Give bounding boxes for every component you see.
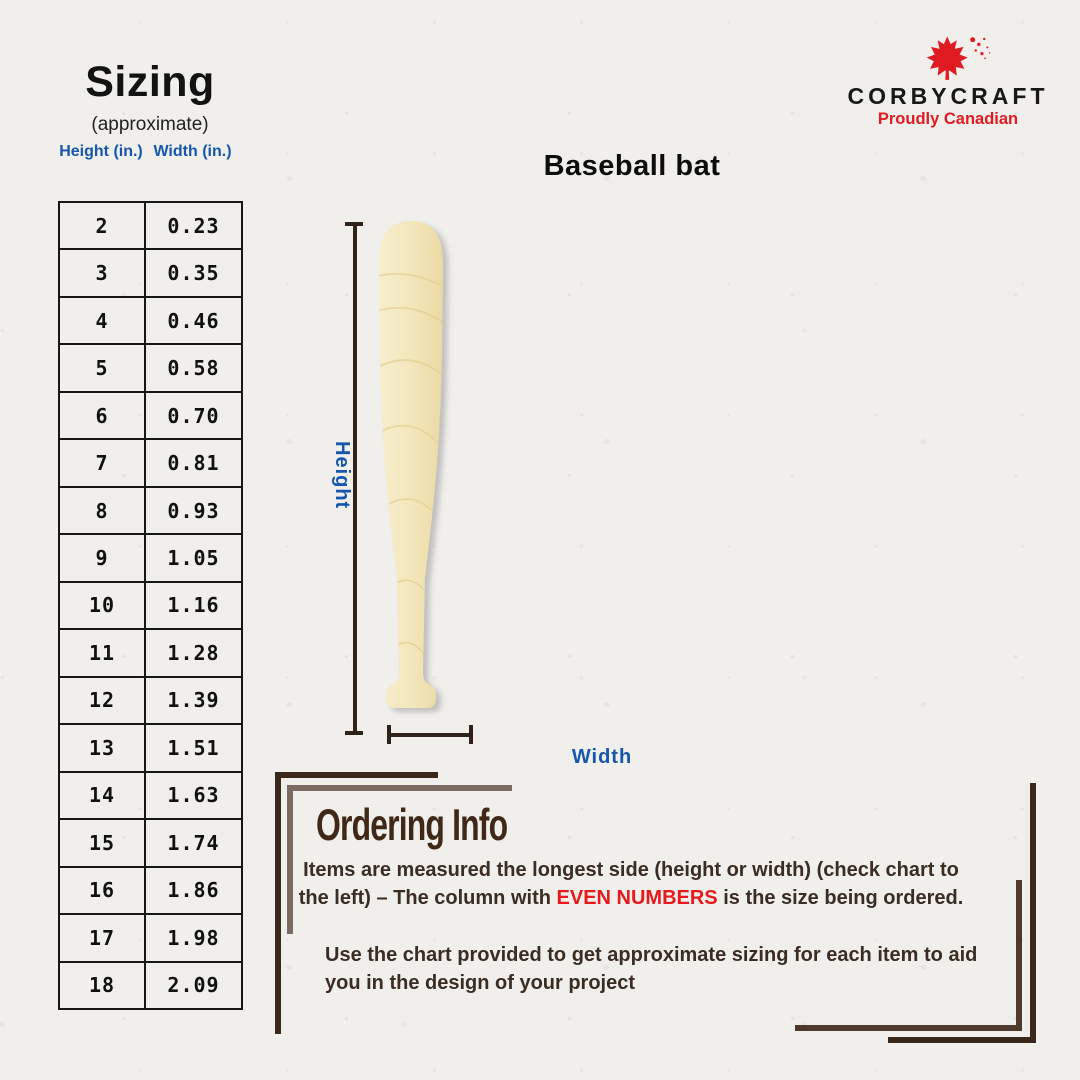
table-row bbox=[59, 724, 242, 771]
width-cell: 1.39 bbox=[145, 677, 242, 724]
width-cell: 1.63 bbox=[145, 772, 242, 819]
even-numbers-highlight: EVEN NUMBERS bbox=[556, 887, 718, 909]
height-cell: 7 bbox=[59, 439, 145, 486]
height-measure-bottom-cap bbox=[345, 731, 363, 735]
baseball-bat-illustration bbox=[376, 218, 456, 712]
table-row bbox=[59, 344, 242, 391]
width-cell: 1.74 bbox=[145, 819, 242, 866]
brand-name: CORBYCRAFT bbox=[847, 83, 1049, 109]
width-cell: 1.05 bbox=[145, 534, 242, 581]
height-cell: 3 bbox=[59, 249, 145, 296]
table-row bbox=[59, 297, 242, 344]
height-cell: 6 bbox=[59, 392, 145, 439]
sizing-table bbox=[58, 201, 243, 1010]
height-cell: 11 bbox=[59, 629, 145, 676]
width-cell: 1.51 bbox=[145, 724, 242, 771]
table-row bbox=[59, 772, 242, 819]
height-cell: 15 bbox=[59, 819, 145, 866]
width-cell: 0.23 bbox=[145, 202, 242, 249]
width-cell: 0.81 bbox=[145, 439, 242, 486]
product-title: Baseball bat bbox=[543, 150, 721, 182]
height-measure-line bbox=[353, 224, 357, 735]
ordering-info-paragraph-2: Use the chart provided to get approximate sizing for each item to aid you in the design of your project bbox=[325, 944, 978, 994]
height-cell: 2 bbox=[59, 202, 145, 249]
width-cell: 0.70 bbox=[145, 392, 242, 439]
table-row bbox=[59, 249, 242, 296]
table-row bbox=[59, 534, 242, 581]
table-row bbox=[59, 582, 242, 629]
sizing-table-body bbox=[59, 202, 242, 1009]
width-cell: 1.16 bbox=[145, 582, 242, 629]
ordering-p1-text-after: is the size being ordered. bbox=[717, 887, 964, 909]
height-cell: 9 bbox=[59, 534, 145, 581]
table-row bbox=[59, 867, 242, 914]
width-cell: 1.86 bbox=[145, 867, 242, 914]
height-cell: 10 bbox=[59, 582, 145, 629]
width-cell: 2.09 bbox=[145, 962, 242, 1010]
height-cell: 12 bbox=[59, 677, 145, 724]
page-subtitle: (approximate) bbox=[91, 114, 209, 135]
table-row bbox=[59, 439, 242, 486]
width-cell: 1.98 bbox=[145, 914, 242, 961]
width-cell: 0.58 bbox=[145, 344, 242, 391]
ordering-info-paragraph-1 bbox=[290, 856, 972, 912]
table-row bbox=[59, 487, 242, 534]
height-label: Height bbox=[331, 441, 353, 510]
ordering-info-heading: Ordering Info bbox=[316, 801, 508, 851]
table-row bbox=[59, 202, 242, 249]
height-cell: 14 bbox=[59, 772, 145, 819]
height-cell: 18 bbox=[59, 962, 145, 1010]
width-cell: 0.35 bbox=[145, 249, 242, 296]
table-row bbox=[59, 629, 242, 676]
table-column-headers bbox=[58, 143, 241, 161]
height-cell: 17 bbox=[59, 914, 145, 961]
brand-tagline: Proudly Canadian bbox=[877, 110, 1019, 128]
width-cell: 1.28 bbox=[145, 629, 242, 676]
table-row bbox=[59, 962, 242, 1010]
page-title: Sizing bbox=[85, 58, 215, 106]
height-cell: 16 bbox=[59, 867, 145, 914]
table-row bbox=[59, 677, 242, 724]
width-measure-line bbox=[389, 733, 473, 737]
width-measure-left-cap bbox=[387, 725, 391, 744]
height-measure-top-cap bbox=[345, 222, 363, 226]
width-column-header: Width (in.) bbox=[153, 143, 232, 160]
width-cell: 0.46 bbox=[145, 297, 242, 344]
width-measure-right-cap bbox=[469, 725, 473, 744]
table-row bbox=[59, 914, 242, 961]
maple-leaf-icon bbox=[894, 32, 1002, 86]
ordering-p1-text: Items are measured the longest side (height or width) (check chart to the left) – The column with bbox=[298, 859, 959, 909]
width-cell: 0.93 bbox=[145, 487, 242, 534]
width-label: Width bbox=[571, 746, 633, 768]
table-row bbox=[59, 392, 242, 439]
height-cell: 13 bbox=[59, 724, 145, 771]
height-cell: 8 bbox=[59, 487, 145, 534]
height-cell: 5 bbox=[59, 344, 145, 391]
height-column-header: Height (in.) bbox=[59, 143, 143, 160]
table-row bbox=[59, 819, 242, 866]
corner-frame-bottom-right-outer bbox=[888, 783, 1036, 1043]
height-cell: 4 bbox=[59, 297, 145, 344]
